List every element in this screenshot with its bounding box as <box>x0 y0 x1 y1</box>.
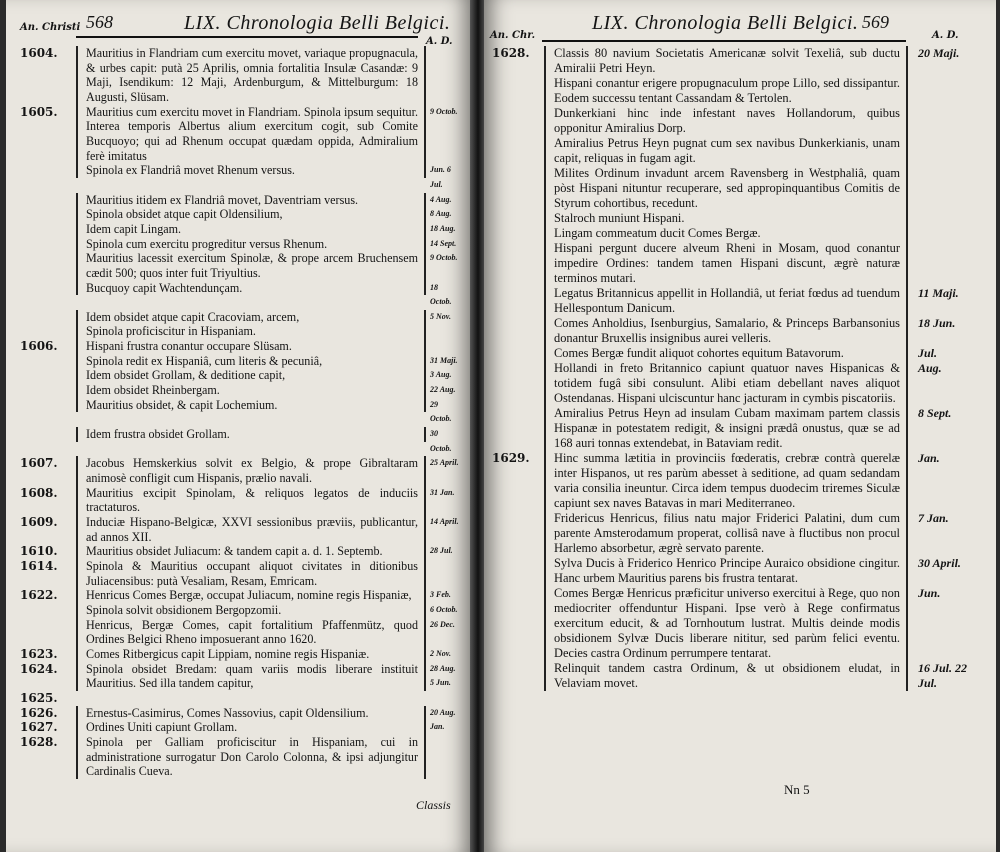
entry-date-note: Aug. <box>918 361 942 375</box>
chronology-entry <box>20 383 460 398</box>
entry-date-note: Jun. 6 Jul. <box>430 165 451 189</box>
chronology-entry <box>20 368 460 383</box>
entry-text: Ordines Uniti capiunt Grollam. <box>76 720 426 735</box>
chronology-entry <box>20 398 460 427</box>
chronology-entry <box>492 511 988 556</box>
entry-text: Spinola obsidet atque capit Oldensilium, <box>76 207 426 222</box>
chronology-entry <box>492 346 988 361</box>
chronology-entry <box>20 515 460 544</box>
entry-text: Comes Bergæ fundit aliquot cohortes equitum Batavorum. <box>544 346 908 361</box>
entry-text: Spinola per Galliam proficiscitur in Hispaniam, cui in administratione surrogatur Don Carolo Colonna, & ipsi adjungitur Cardinalis Cueva. <box>76 735 426 779</box>
entry-year: 1629. <box>492 451 530 465</box>
chronology-entry <box>20 281 460 310</box>
entry-text: Mauritius lacessit exercitum Spinolæ, & prope arcem Bruchensem cædit 500; quos inter fuit Triyultius. <box>76 251 426 280</box>
entry-text: Lingam commeatum ducit Comes Bergæ. <box>544 226 908 241</box>
entry-date-note: 18 Jun. <box>918 316 956 330</box>
entry-year: 1607. <box>20 456 58 471</box>
entry-date-note: 14 April. <box>430 517 459 526</box>
right-page <box>484 0 996 852</box>
entry-date-note: Jan. <box>430 722 445 732</box>
entry-date-note: 5 Nov. <box>430 311 452 321</box>
entry-date-note: Jan. <box>918 451 940 465</box>
chronology-entry <box>492 406 988 451</box>
chronology-entry <box>20 544 460 559</box>
chronology-entry <box>492 361 988 406</box>
entry-date-note: 25 April. <box>430 458 459 468</box>
entry-date-note: Jul. <box>918 346 938 360</box>
entry-date-note: 31 Jan. <box>430 487 455 497</box>
entry-date-note: 30 Octob. <box>430 429 452 453</box>
header-rule <box>542 40 906 42</box>
chronology-entry <box>20 691 460 706</box>
entry-text: Sylva Ducis à Friderico Henrico Principe Auraico obsidione cingitur. Hanc urbem Mauritius parens bis frustra tentarat. <box>544 556 908 586</box>
chronology-entry <box>492 106 988 136</box>
entry-text: Induciæ Hispano-Belgicæ, XXVI sessionibus præviis, publicantur, ad annos XII. <box>76 515 426 544</box>
chronology-entry <box>20 706 460 721</box>
chronology-entry <box>20 324 460 339</box>
entry-text: Ernestus-Casimirus, Comes Nassovius, capit Oldensilium. <box>76 706 426 721</box>
entry-year: 1614. <box>20 558 58 573</box>
entry-text: Spinola ex Flandriâ movet Rhenum versus. <box>76 163 426 178</box>
chronology-entry <box>492 136 988 166</box>
entry-text: Spinola & Mauritius occupant aliquot civitates in ditionibus Juliacensibus: putà Vesaliam, Resam, Emricam. <box>76 559 426 588</box>
entry-date-note: 18 Octob. <box>430 282 452 307</box>
page-number: 569 <box>862 12 889 32</box>
entry-text: Mauritius cum exercitu movet in Flandriam. Spinola ipsum sequitur. Interea temporis Albertus alium exercitum cogit, sub Comite Bucquoyo; qui ad Rhenum occupat quædam oppida, Admiralium ferè imitatus <box>76 105 426 164</box>
chronology-entry <box>492 226 988 241</box>
entry-year: 1625. <box>20 690 58 705</box>
entry-text: Spinola redit ex Hispaniâ, cum literis & pecuniâ, <box>76 354 426 369</box>
chronology-list <box>20 46 460 779</box>
entry-text: Stalroch muniunt Hispani. <box>544 211 908 226</box>
chronology-entry <box>492 451 988 511</box>
entry-text: Idem obsidet atque capit Cracoviam, arcem, <box>76 310 426 325</box>
entry-date-note: 9 Octob. <box>430 106 458 116</box>
entry-text: Legatus Britannicus appellit in Hollandiâ, ut feriat fœdus ad tuendum Hellespontum Danicum. <box>544 286 908 316</box>
chronology-entry <box>20 193 460 208</box>
entry-date-note: 8 Sept. <box>918 406 952 420</box>
entry-date-note: 28 Jul. <box>430 546 453 556</box>
entry-text: Bucquoy capit Wachtendunçam. <box>76 281 426 296</box>
entry-text: Comes Bergæ Henricus præficitur universo exercitui à Rege, quo non mediocriter offenduntur Hispani. Ipse verò à Rege confirmatus exercitum educit, & ad Tornhoutum lustrat. Multis deinde modis obsidionem Sylvæ Ducis liberare nititur, sed parùm felici eventu. Decies castra Ordinum perrumpere tentarat. <box>544 586 908 661</box>
entry-year: 1628. <box>492 46 530 60</box>
chronology-list <box>492 46 988 691</box>
entry-year: 1604. <box>20 46 58 60</box>
entry-text: Amiralius Petrus Heyn pugnat cum sex navibus Dunkerkianis, unam capit, reliquas in fugam agit. <box>544 136 908 166</box>
chronology-entry <box>20 163 460 192</box>
chronology-entry <box>20 486 460 515</box>
chronology-entry <box>20 603 460 618</box>
entry-text: Idem obsidet Rheinbergam. <box>76 383 426 398</box>
side-column-label: A. D. <box>426 36 453 47</box>
chronology-entry <box>20 354 460 369</box>
entry-year: 1624. <box>20 661 58 676</box>
chronology-entry <box>492 46 988 76</box>
entry-date-note: 3 Feb. <box>430 590 451 600</box>
page-title: LIX. Chronologia Belli Belgici. <box>184 12 451 34</box>
entry-date-note: 29 Octob. <box>430 399 452 424</box>
entry-date-note: 16 Jul. 22 Jul. <box>918 661 968 690</box>
entry-text: Amiralius Petrus Heyn ad insulam Cubam maximam partem classis Hispanæ in potestatem redigit, & insigni prædâ onustus, quæ se ad 168 auri tonnas extendebat, in Bataviam redit. <box>544 406 908 451</box>
page-title: LIX. Chronologia Belli Belgici. <box>592 12 859 34</box>
entry-text: Hispani frustra conantur occupare Slüsam. <box>76 339 426 354</box>
year-column-label: An. Chr. <box>490 30 536 41</box>
signature-mark: Nn 5 <box>784 782 810 797</box>
entry-date-note: 26 Dec. <box>430 619 455 629</box>
page-number: 568 <box>86 12 113 32</box>
entry-date-note: 31 Maji. <box>430 355 458 365</box>
entry-text: Mauritius itidem ex Flandriâ movet, Daventriam versus. <box>76 193 426 208</box>
entry-year: 1609. <box>20 515 58 529</box>
year-column-label: An. Christi <box>20 22 81 33</box>
entry-date-note: 7 Jan. <box>918 511 949 525</box>
chronology-entry <box>20 588 460 603</box>
entry-text: Henricus, Bergæ Comes, capit fortalitium Pfaffenmütz, quod Ordines Belgici Rheno imposuerant anno 1620. <box>76 618 426 647</box>
chronology-entry <box>20 427 460 456</box>
entry-text: Hispani pergunt ducere alveum Rheni in Mosam, quod conantur impedire Ordines: tandem tamen Hispani discunt, ægrè naturæ terminos mutari. <box>544 241 908 286</box>
entry-text: Fridericus Henricus, filius natu major Friderici Palatini, dum cum parente Amsterodamum properat, collisâ nave à fluctibus non procul Harlemo absorbetur, ægrè servato parente. <box>544 511 908 556</box>
header-rule <box>76 36 418 38</box>
chronology-entry <box>492 166 988 211</box>
entry-text: Hinc summa lætitia in provinciis fœderatis, crebræ contrà querelæ inter Hispanos, ut res parùm abesset à seditione, ad quam sedandam varia consilia ineuntur. Circa idem tempus duodecim triremes Siculæ capiunt sex naves Batavas in mari Mediterraneo. <box>544 451 908 511</box>
entry-text: Idem frustra obsidet Grollam. <box>76 427 426 442</box>
catchword: Classis <box>416 798 451 812</box>
entry-text: Spinola obsidet Bredam: quam variis modis liberare instituit Mauritius. Sed illa tandem capitur, <box>76 662 426 691</box>
entry-date-note: 30 April. <box>918 556 961 570</box>
chronology-entry <box>492 556 988 586</box>
entry-text: Mauritius excipit Spinolam, & reliquos legatos de induciis tractaturos. <box>76 486 426 515</box>
entry-text: Mauritius in Flandriam cum exercitu movet, variaque propugnacula, & urbes capit: putà 25 Aprilis, omnia fortalitia Insulæ Casandæ: 9 Maji, Isendikum: 12 Maji, Ardenburgum, & Mittelburgum: 18 Augusti, Slüsam. <box>76 46 426 105</box>
entry-date-note: 2 Nov. <box>430 648 452 658</box>
entry-date-note: 3 Aug. <box>430 370 452 380</box>
entry-text: Henricus Comes Bergæ, occupat Juliacum, nomine regis Hispaniæ, <box>76 588 426 603</box>
chronology-entry <box>20 339 460 354</box>
chronology-entry <box>492 661 988 691</box>
chronology-entry <box>20 456 460 485</box>
entry-date-note: 9 Octob. <box>430 253 458 263</box>
chronology-entry <box>20 618 460 647</box>
entry-date-note: 18 Aug. <box>430 223 456 233</box>
entry-text: Comes Ritbergicus capit Lippiam, nomine regis Hispaniæ. <box>76 647 426 662</box>
entry-date-note: 11 Maji. <box>918 286 959 300</box>
entry-year: 1606. <box>20 339 58 354</box>
chronology-entry <box>492 586 988 661</box>
chronology-entry <box>20 647 460 662</box>
entry-text: Spinola cum exercitu progreditur versus Rhenum. <box>76 237 426 252</box>
chronology-entry <box>492 211 988 226</box>
chronology-entry <box>20 310 460 325</box>
chronology-entry <box>20 46 460 105</box>
chronology-entry <box>20 559 460 588</box>
entry-text: Hispani conantur erigere propugnaculum prope Lillo, sed dissipantur. Eodem successu tentant Cassandam & Tertolen. <box>544 76 908 106</box>
chronology-entry <box>492 76 988 106</box>
entry-text: Milites Ordinum invadunt arcem Ravensberg in Westphaliâ, quam pòst Hispani nituntur recuperare, sed appropinquantibus Comitis de Styrum cohortibus, recedunt. <box>544 166 908 211</box>
entry-date-note: 28 Aug. 5 Jun. <box>430 663 456 688</box>
entry-date-note: 20 Maji. <box>918 46 960 60</box>
chronology-entry <box>20 662 460 691</box>
entry-text: Idem capit Lingam. <box>76 222 426 237</box>
entry-year: 1627. <box>20 720 58 735</box>
entry-year: 1623. <box>20 646 58 661</box>
left-page <box>6 0 472 852</box>
chronology-entry <box>20 237 460 252</box>
chronology-entry <box>20 222 460 237</box>
chronology-entry <box>492 316 988 346</box>
entry-text: Mauritius obsidet Juliacum: & tandem capit a. d. 1. Septemb. <box>76 544 426 559</box>
chronology-entry <box>492 286 988 316</box>
entry-year: 1610. <box>20 544 58 559</box>
entry-year: 1626. <box>20 705 58 720</box>
chronology-entry <box>20 251 460 280</box>
chronology-entry <box>20 720 460 735</box>
chronology-entry <box>492 241 988 286</box>
entry-text: Comes Anholdius, Isenburgius, Samalario, & Princeps Barbansonius donantur Bruxellis insignibus aurei velleris. <box>544 316 908 346</box>
entry-date-note: 14 Sept. <box>430 238 457 248</box>
entry-year: 1628. <box>20 734 58 749</box>
entry-date-note: Jun. <box>918 586 941 600</box>
entry-year: 1608. <box>20 485 58 500</box>
entry-date-note: 8 Aug. <box>430 209 452 219</box>
entry-text: Jacobus Hemskerkius solvit ex Belgio, & prope Gibraltaram animosè confligit cum Hispanis, prælio navali. <box>76 456 426 485</box>
entry-date-note: 20 Aug. <box>430 707 456 717</box>
entry-date-note: 6 Octob. <box>430 604 458 614</box>
entry-year: 1605. <box>20 104 58 119</box>
chronology-entry <box>20 735 460 779</box>
side-column-label: A. D. <box>932 30 959 41</box>
chronology-entry <box>20 207 460 222</box>
entry-text: Classis 80 navium Societatis Americanæ solvit Texeliâ, sub ductu Amiralii Petri Heyn. <box>544 46 908 76</box>
chronology-entry <box>20 105 460 164</box>
entry-text: Mauritius obsidet, & capit Lochemium. <box>76 398 426 413</box>
entry-text: Hollandi in freto Britannico capiunt quatuor naves Hispanicas & totidem fugâ sibi consulunt. Alibi etiam debellant naves aliquot Ostendanas. Hispani ulciscuntur hanc jacturam in cymbis piscatoriis. <box>544 361 908 406</box>
entry-date-note: 22 Aug. <box>430 385 456 395</box>
entry-text: Relinquit tandem castra Ordinum, & ut obsidionem eludat, in Velaviam movet. <box>544 661 908 691</box>
entry-date-note: 4 Aug. <box>430 194 452 204</box>
entry-text: Spinola proficiscitur in Hispaniam. <box>76 324 426 339</box>
entry-text: Spinola solvit obsidionem Bergopzomii. <box>76 603 426 618</box>
entry-text: Dunkerkiani hinc inde infestant naves Hollandorum, quibus opponitur Amiralius Dorp. <box>544 106 908 136</box>
entry-text: Idem obsidet Grollam, & deditione capit, <box>76 368 426 383</box>
entry-year: 1622. <box>20 588 58 603</box>
